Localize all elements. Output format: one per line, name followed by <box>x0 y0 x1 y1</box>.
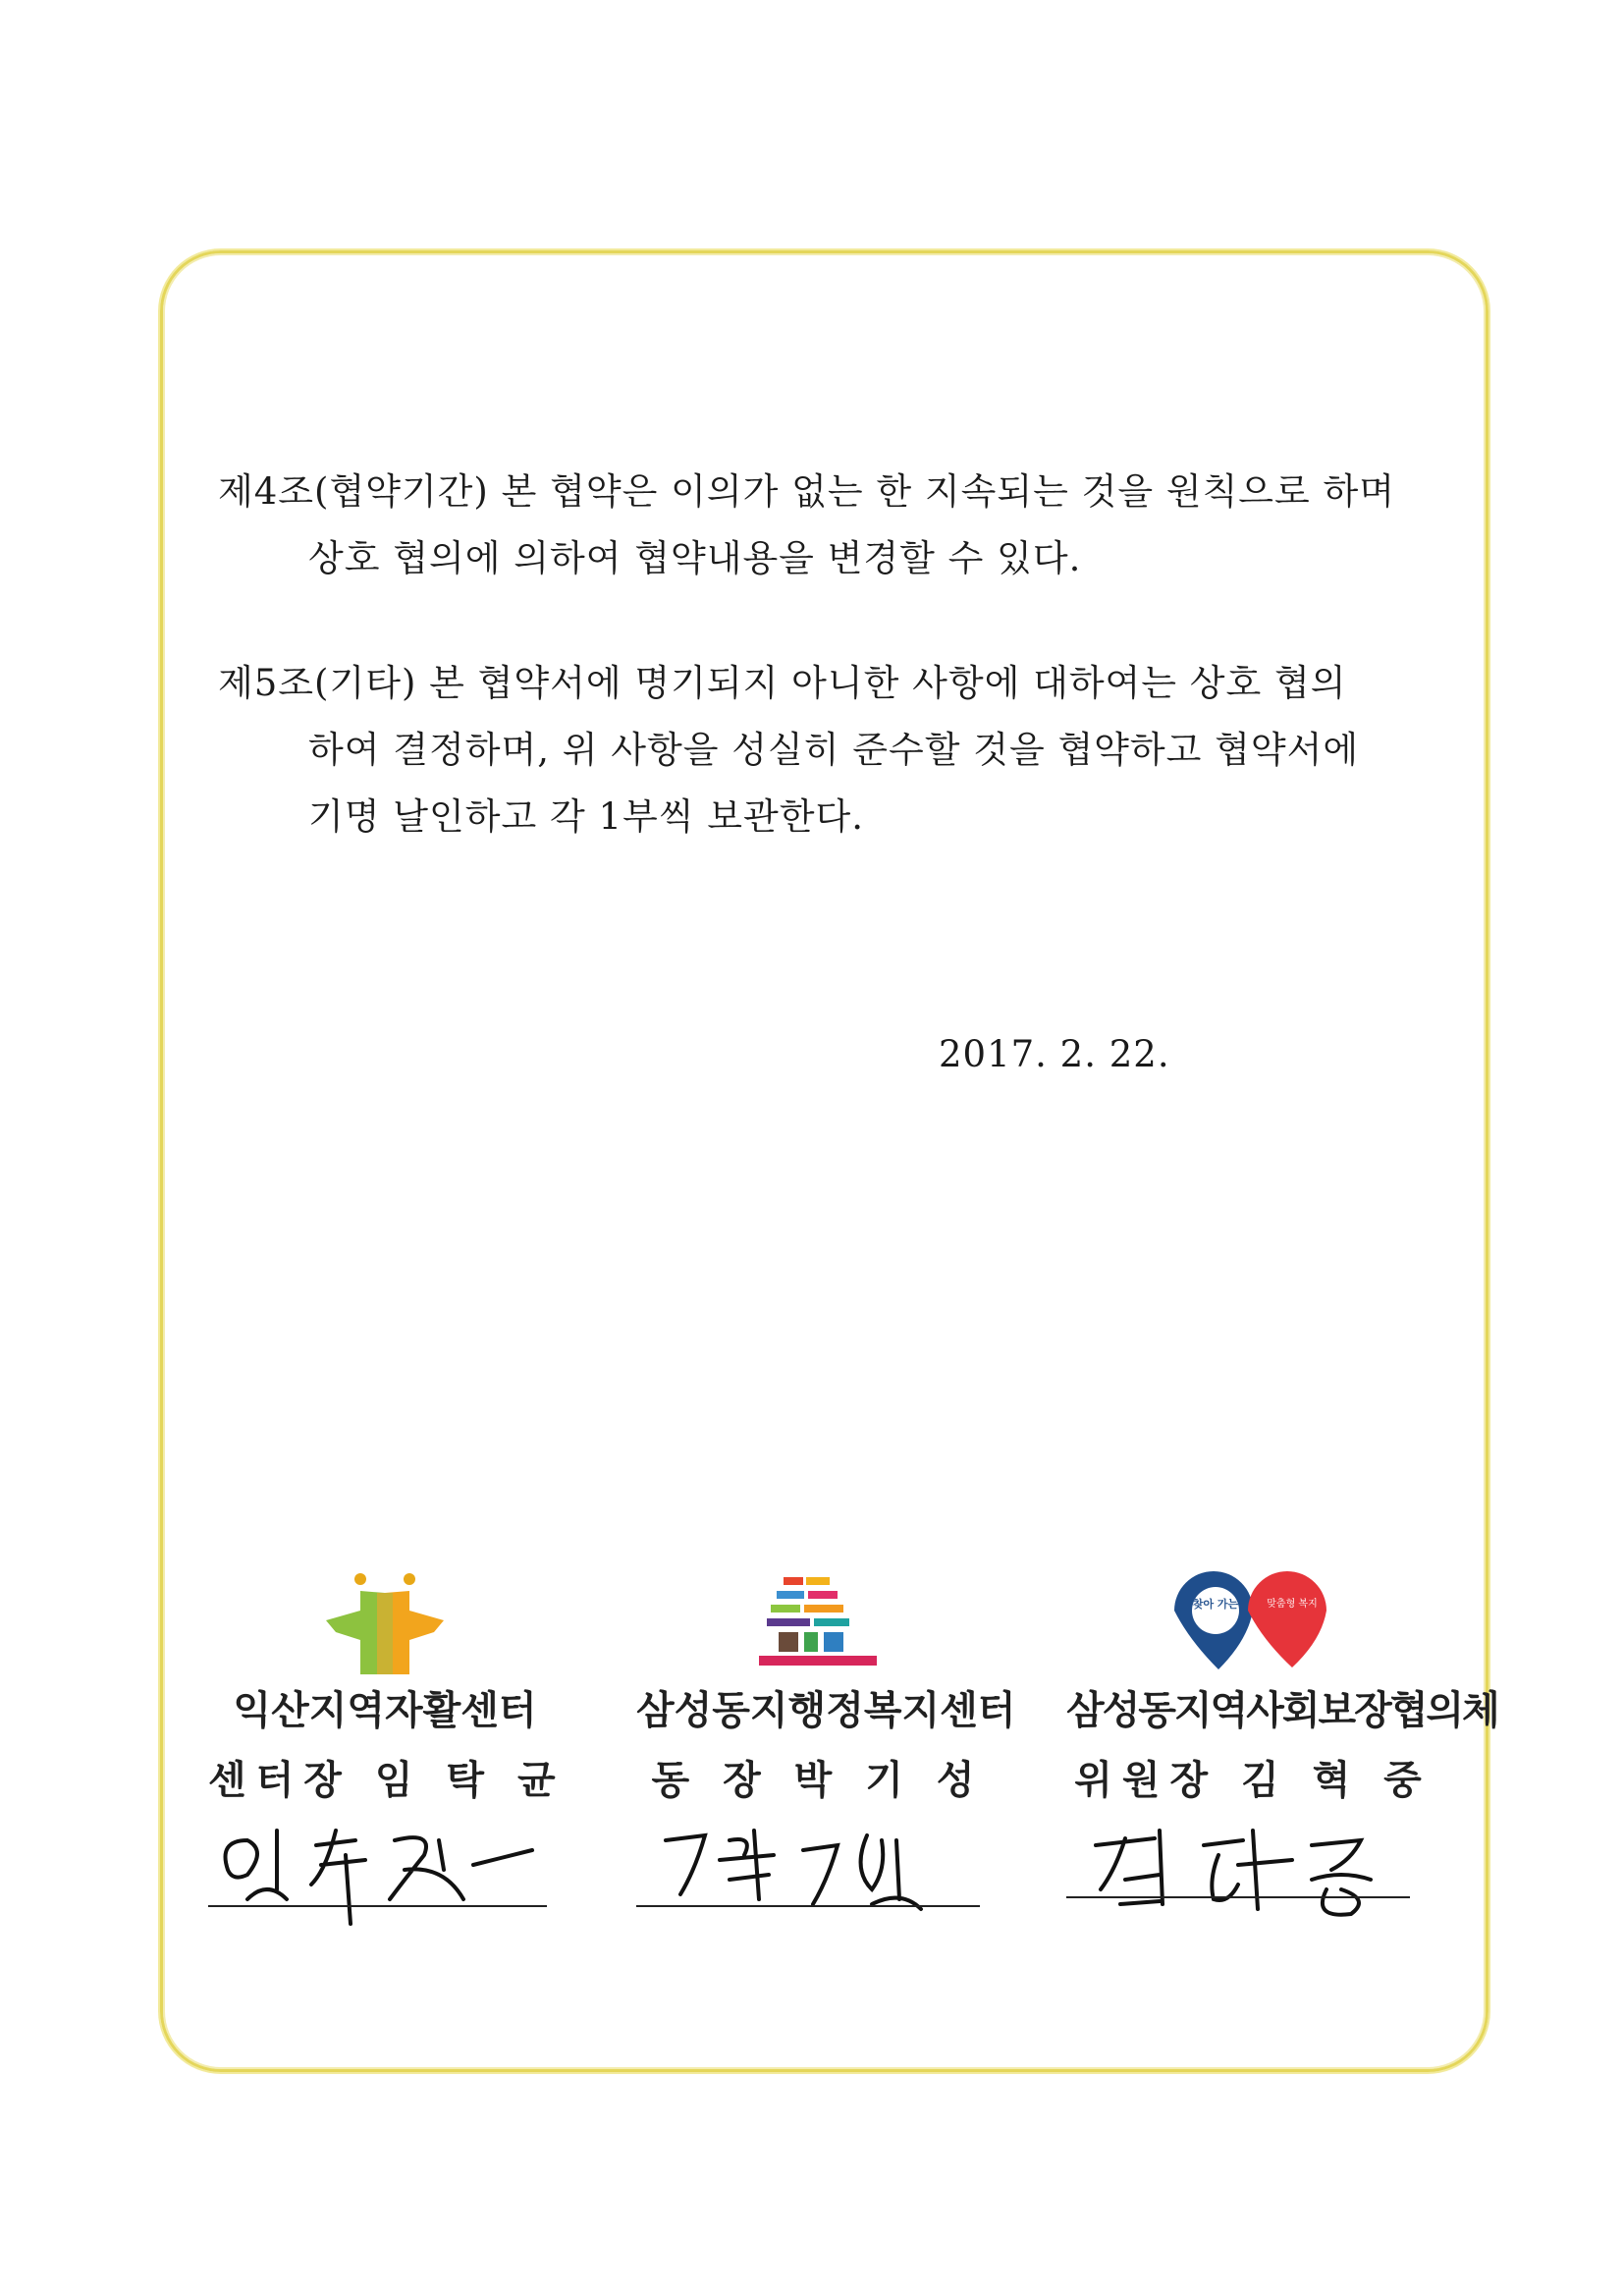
article-5-line-3: 기명 날인하고 각 1부씩 보관한다. <box>308 795 864 838</box>
article-5-line-1: 제5조(기타) 본 협약서에 명기되지 아니한 사항에 대하여는 상호 협의 <box>218 662 1347 704</box>
svg-text:찾아 가는: 찾아 가는 <box>1192 1598 1239 1611</box>
welfare-center-logo-icon <box>749 1571 887 1679</box>
party-self-sufficiency-center <box>208 1571 566 1933</box>
article-4-line-2: 상호 협의에 의하여 협약내용을 변경할 수 있다. <box>308 537 1082 579</box>
party-3-signature <box>1066 1811 1439 1933</box>
party-2-org-name: 삼성동지행정복지센터 <box>636 1688 1016 1733</box>
party-2-signature <box>636 1811 1000 1933</box>
party-1-signature <box>208 1811 562 1933</box>
svg-text:맞춤형 복지: 맞춤형 복지 <box>1267 1599 1318 1610</box>
article-5-line-2: 하여 결정하며, 위 사항을 성실히 준수할 것을 협약하고 협약서에 <box>308 729 1360 771</box>
party-1-org-name: 익산지역자활센터 <box>233 1688 537 1733</box>
party-3-representative: 위원장 김 혁 중 <box>1074 1758 1432 1803</box>
self-sufficiency-center-logo-icon <box>316 1571 454 1679</box>
party-social-security-council <box>1066 1571 1498 1933</box>
article-4-line-1: 제4조(협약기간) 본 협약은 이의가 없는 한 지속되는 것을 원칙으로 하며 <box>218 470 1396 513</box>
visiting-welfare-logo-icon <box>1164 1571 1341 1679</box>
party-1-representative: 센터장 임 탁 균 <box>208 1758 566 1803</box>
party-3-org-name: 삼성동지역사회보장협의체 <box>1066 1688 1498 1733</box>
party-welfare-center <box>636 1571 1016 1933</box>
agreement-date: 2017. 2. 22. <box>939 1033 1170 1075</box>
party-2-representative: 동 장 박 기 성 <box>651 1758 985 1803</box>
